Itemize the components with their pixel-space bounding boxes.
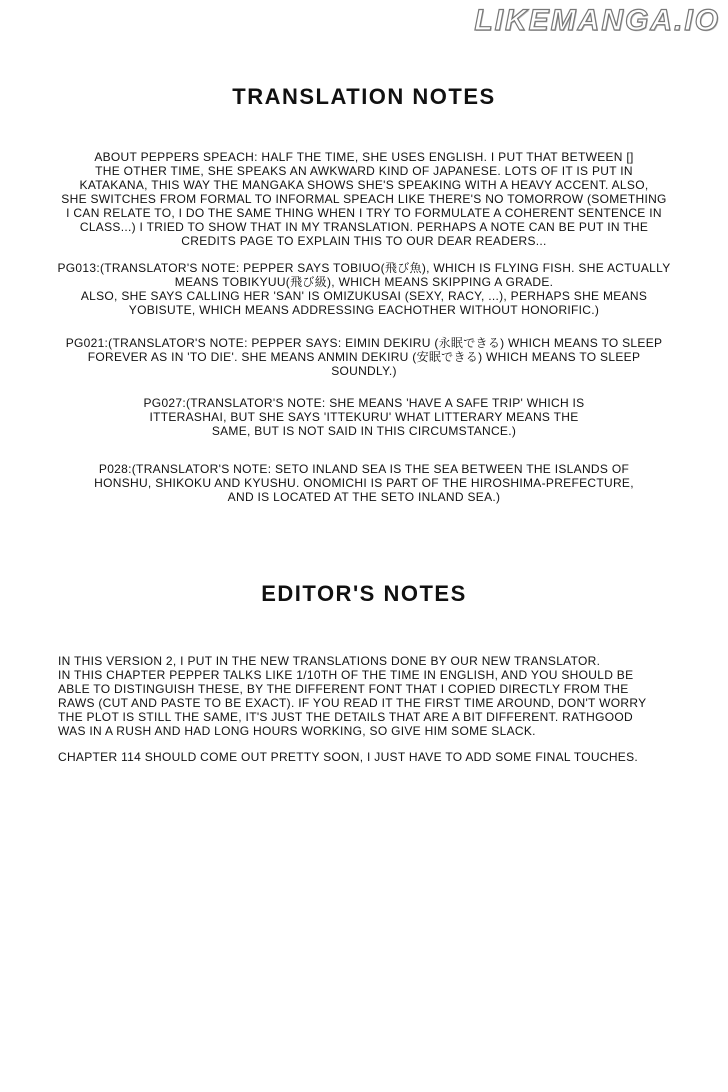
translation-notes-title: TRANSLATION NOTES: [232, 84, 496, 109]
site-watermark: LIKEMANGA.IO: [474, 4, 720, 37]
translation-note-pg021: PG021:(TRANSLATOR'S NOTE: PEPPER SAYS: EIMIN DEKIRU (永眠できる) WHICH MEANS TO SLEEP FOREVER AS IN 'TO DIE'. SHE MEANS ANMIN DEKIRU (安眠できる) WHICH MEANS TO SLEEP SOUNDLY.): [65, 336, 663, 378]
editor-note-version2: IN THIS VERSION 2, I PUT IN THE NEW TRANSLATIONS DONE BY OUR NEW TRANSLATOR. IN THIS CHAPTER PEPPER TALKS LIKE 1/10TH OF THE TIME IN ENGLISH, AND YOU SHOULD BE ABLE TO DISTINGUISH THESE, BY THE DIFFERENT FONT THAT I COPIED DIRECTLY FROM THE RAWS (CUT AND PASTE TO BE EXACT). IF YOU READ IT THE FIRST TIME AROUND, DON'T WORRY THE PLOT IS STILL THE SAME, IT'S JUST THE DETAILS THAT ARE A BIT DIFFERENT. RATHGOOD WAS IN A RUSH AND HAD LONG HOURS WORKING, SO GIVE HIM SOME SLACK.: [58, 654, 647, 738]
editor-note-chapter114: CHAPTER 114 SHOULD COME OUT PRETTY SOON, I JUST HAVE TO ADD SOME FINAL TOUCHES.: [58, 750, 639, 764]
translation-note-pg027: PG027:(TRANSLATOR'S NOTE: SHE MEANS 'HAVE A SAFE TRIP' WHICH IS ITTERASHAI, BUT SHE SAYS 'ITTEKURU' WHAT LITTERARY MEANS THE SAME, BUT IS NOT SAID IN THIS CIRCUMSTANCE.): [143, 396, 585, 438]
editor-notes-title: EDITOR'S NOTES: [261, 581, 467, 606]
translation-note-pg013: PG013:(TRANSLATOR'S NOTE: PEPPER SAYS TOBIUO(飛び魚), WHICH IS FLYING FISH. SHE ACTUALLY MEANS TOBIKYUU(飛び級), WHICH MEANS SKIPPING A GRADE. ALSO, SHE SAYS CALLING HER 'SAN' IS OMIZUKUSAI (SEXY, RACY, ...), PERHAPS SHE MEANS YOBISUTE, WHICH MEANS ADDRESSING EACHOTHER WITHOUT HONORIFIC.): [57, 261, 671, 317]
translation-note-p028: P028:(TRANSLATOR'S NOTE: SETO INLAND SEA IS THE SEA BETWEEN THE ISLANDS OF HONSHU, SHIKOKU AND KYUSHU. ONOMICHI IS PART OF THE HIROSHIMA-PREFECTURE, AND IS LOCATED AT THE SETO INLAND SEA.): [94, 462, 634, 504]
translation-note-speech: ABOUT PEPPERS SPEACH: HALF THE TIME, SHE USES ENGLISH. I PUT THAT BETWEEN [] THE OTHER TIME, SHE SPEAKS AN AWKWARD KIND OF JAPANESE. LOTS OF IT IS PUT IN KATAKANA, THIS WAY THE MANGAKA SHOWS SHE'S SPEAKING WITH A HEAVY ACCENT. ALSO, SHE SWITCHES FROM FORMAL TO INFORMAL SPEACH LIKE THERE'S NO TOMORROW (SOMETHING I CAN RELATE TO, I DO THE SAME THING WHEN I TRY TO FORMULATE A COHERENT SENTENCE IN CLASS...) I TRIED TO SHOW THAT IN MY TRANSLATION. PERHAPS A NOTE CAN BE PUT IN THE CREDITS PAGE TO EXPLAIN THIS TO OUR DEAR READERS...: [61, 150, 667, 248]
